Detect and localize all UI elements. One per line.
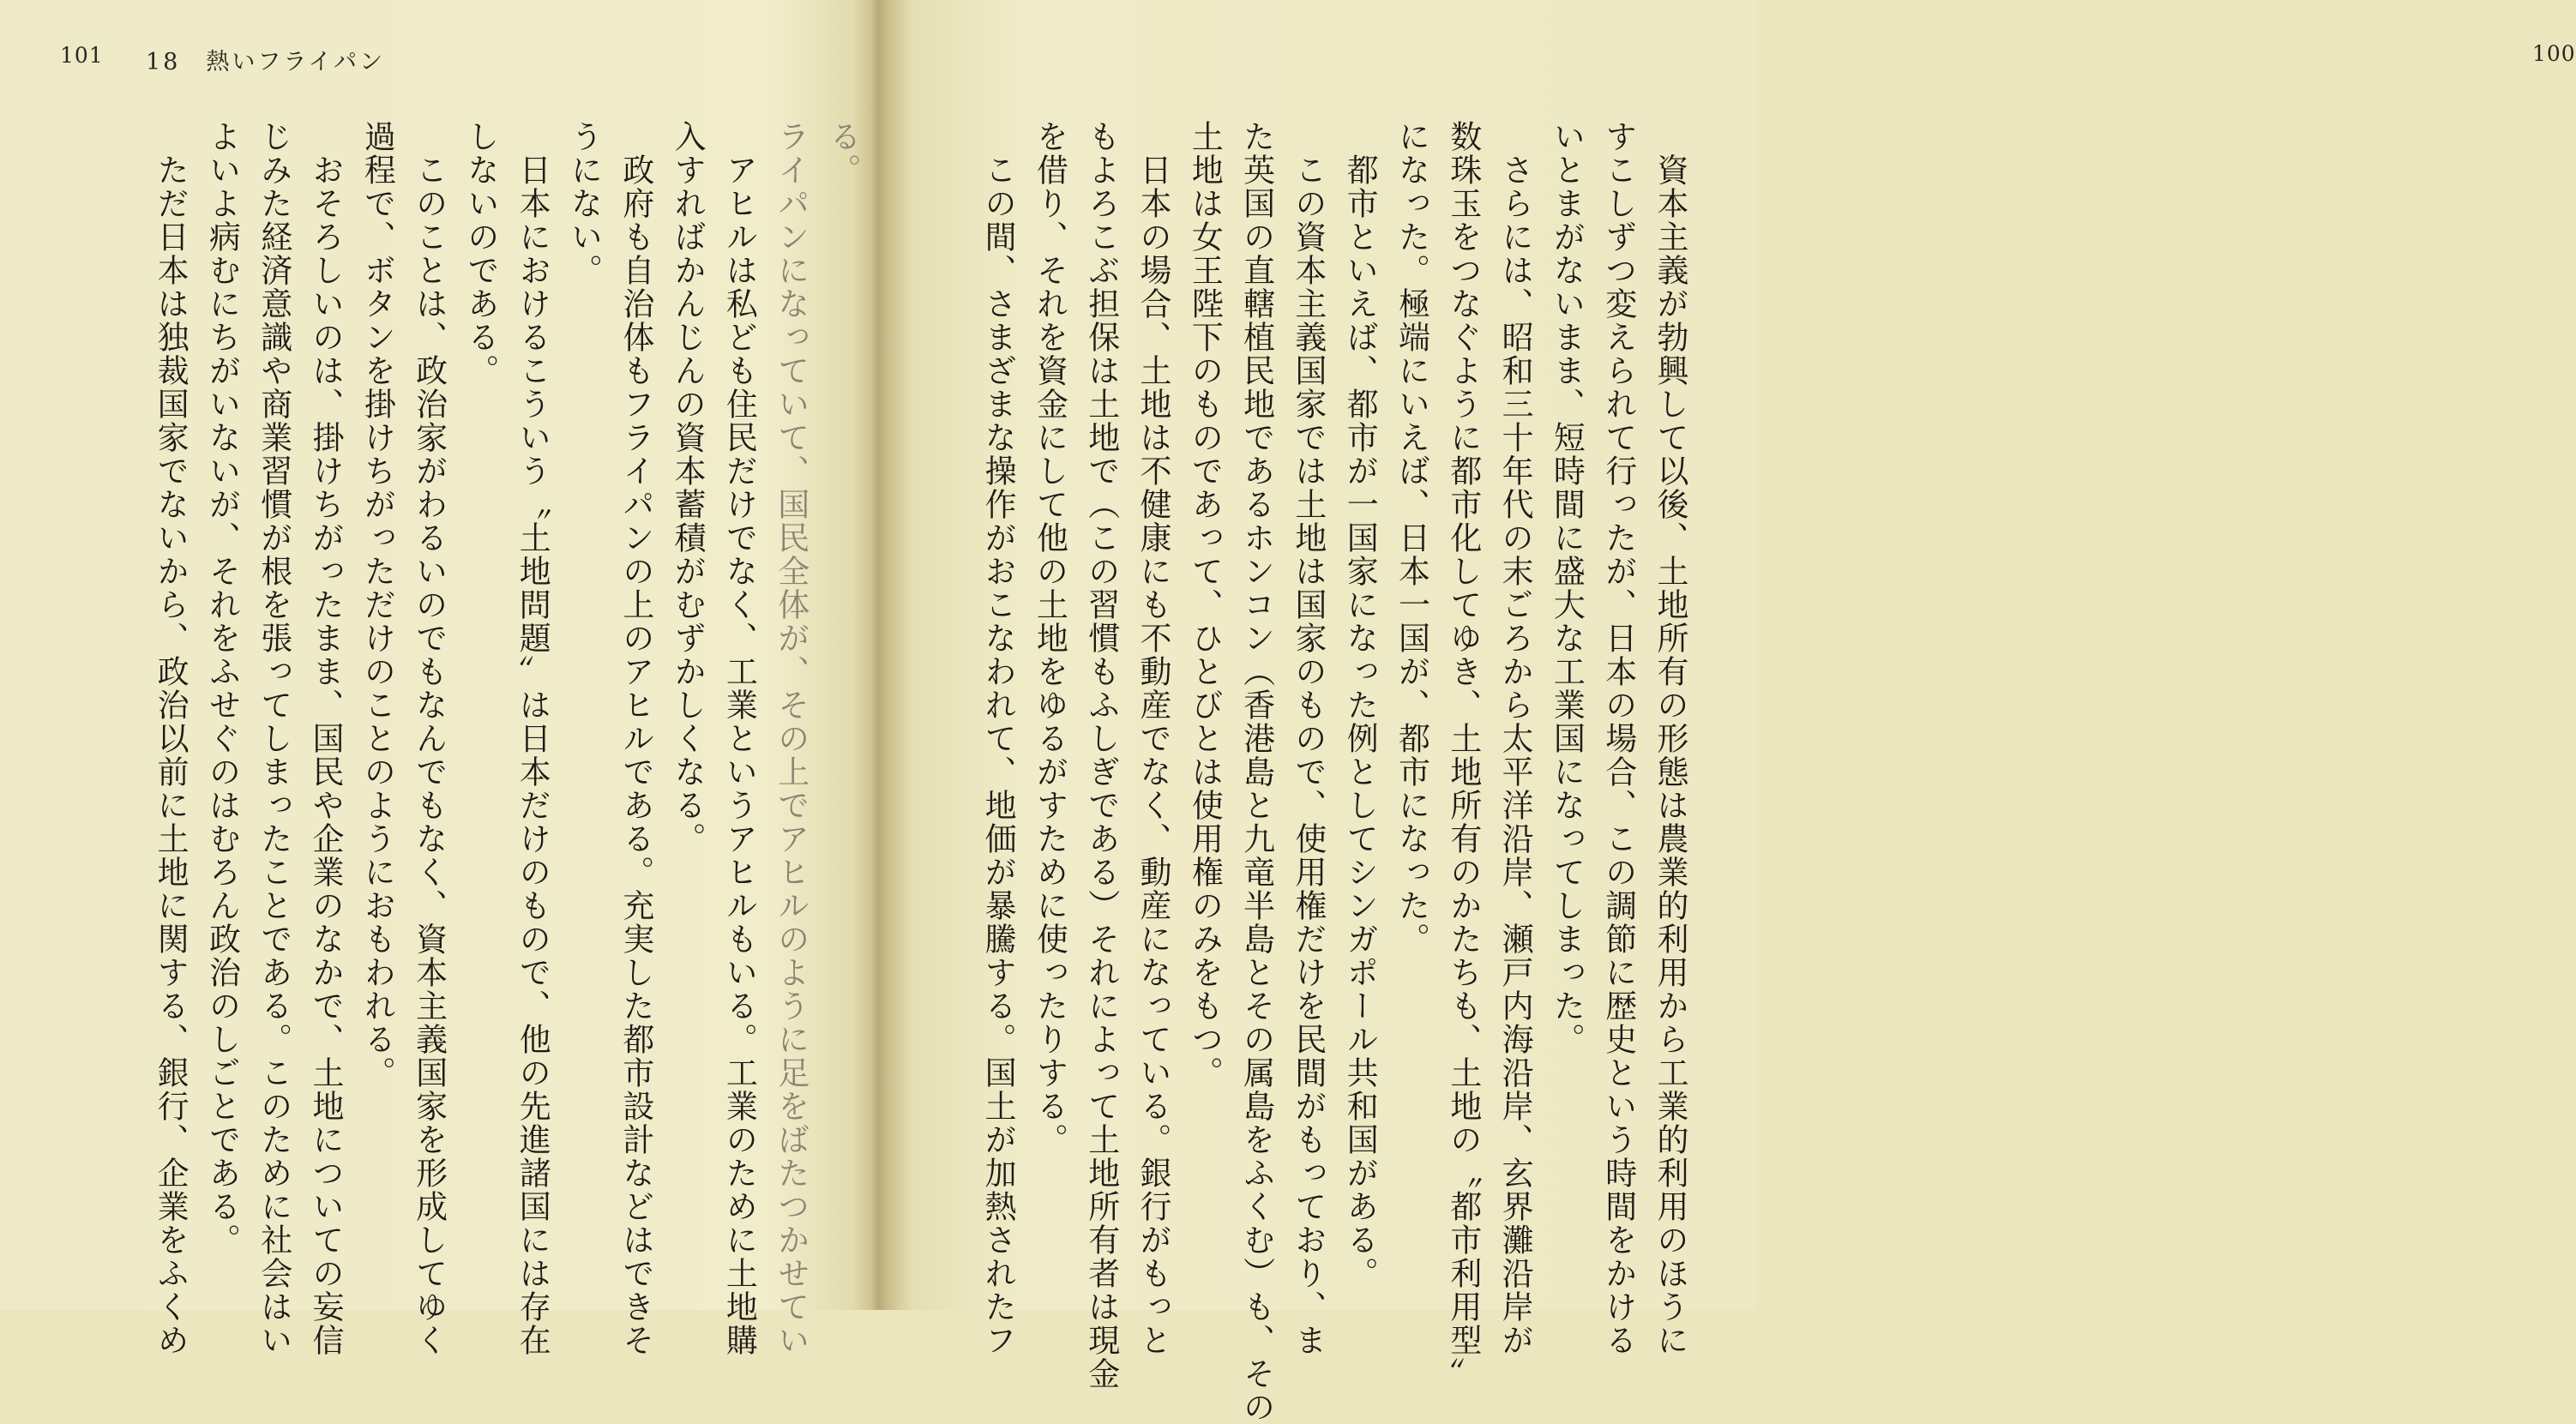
text-line: このことは、政治家がわるいのでもなんでもなく、資本主義国家を形成してゆく [410,120,448,1357]
left-page [0,0,870,1357]
text-line: になった。極端にいえば、日本一国が、都市になった。 [1393,120,1430,956]
text-line: 政府も自治体もフライパンの上のアヒルである。充実した都市設計などはできそ [617,120,654,1357]
text-line: いとまがないまま、短時間に盛大な工業国になってしまった。 [1548,120,1586,1056]
text-line: さらには、昭和三十年代の末ごろから太平洋沿岸、瀬戸内海沿岸、玄界灘沿岸が [1496,120,1534,1357]
text-line: すこしずつ変えられて行ったが、日本の場合、この調節に歴史という時間をかける [1599,120,1637,1357]
text-line: 資本主義が勃興して以後、土地所有の形態は農業的利用から工業的利用のほうに [1652,120,1688,1357]
page-number-right: 100 [2532,41,2576,66]
text-line: ライパンになっていて、国民全体が、その上でアヒルのように足をばたつかせてい [772,120,810,1357]
text-line: 入すればかんじんの資本蓄積がむずかしくなる。 [669,120,707,856]
text-line: 都市といえば、都市が一国家になった例としてシンガポール共和国がある。 [1341,120,1379,1290]
running-head: 18 熱いフライパン [146,49,386,75]
text-line: しないのである。 [461,120,499,388]
text-line: じみた経済意識や商業習慣が根を張ってしまったことである。このために社会はい [255,120,292,1357]
text-line: この資本主義国家では土地は国家のもので、使用権だけを民間がもっており、ま [1289,120,1327,1357]
text-line: 日本におけるこういう〝土地問題〟は日本だけのもので、他の先進諸国には存在 [514,120,551,1357]
text-line: た英国の直轄植民地であるホンコン（香港島と九竜半島とその属島をふくむ）も、その [1237,120,1275,1424]
text-line: おそろしいのは、掛けちがったまま、国民や企業のなかで、土地についての妄信 [307,120,345,1357]
right-page-body [930,120,1695,1424]
text-line: 過程で、ボタンを掛けちがっただけのことのようにおもわれる。 [358,120,396,1090]
text-line: アヒルは私ども住民だけでなく、工業というアヒルもいる。工業のために土地購 [720,120,758,1357]
text-line: この間、さまざまな操作がおこなわれて、地価が暴騰する。国土が加熱されたフ [979,120,1017,1357]
text-line: る。 [824,120,861,187]
text-line: よいよ病むにちがいないが、それをふせぐのはむろん政治のしごとである。 [203,120,241,1257]
page-number-left: 101 [60,43,104,68]
text-line: 数珠玉をつなぐように都市化してゆき、土地所有のかたちも、土地の〝都市利用型〟 [1444,120,1482,1391]
text-line: ただ日本は独裁国家でないから、政治以前に土地に関する、銀行、企業をふくめ [152,120,190,1357]
text-line: 日本の場合、土地は不健康にも不動産でなく、動産になっている。銀行がもっと [1135,120,1172,1357]
text-line: うにない。 [565,120,603,287]
left-page-body [51,120,868,1357]
text-line: 土地は女王陛下のものであって、ひとびとは使用権のみをもつ。 [1186,120,1224,1090]
text-line: を借り、それを資金にして他の土地をゆるがすために使ったりする。 [1031,120,1068,1157]
text-line: もよろこぶ担保は土地で（この習慣もふしぎである）それによって土地所有者は現金 [1082,120,1120,1391]
